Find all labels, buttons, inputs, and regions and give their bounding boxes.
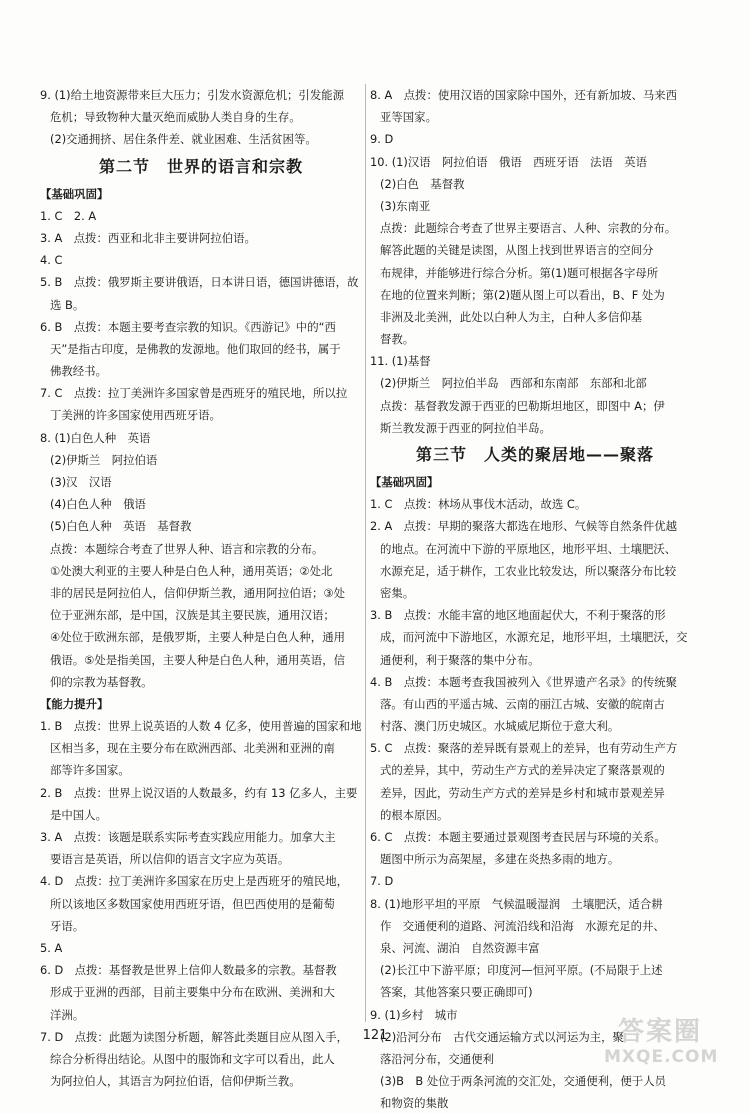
answer-line: 所以该地区多数国家使用西班牙语，但巴西使用的是葡萄 [50,896,335,911]
answer-line: 综合分析得出结论。从图中的服饰和文字可以看出，此人 [50,1051,335,1066]
answer-line: 10. (1)汉语 阿拉伯语 俄语 西班牙语 法语 英语 [370,154,648,169]
answer-line: 式的差异，其中，劳动生产方式的差异决定了聚落景观的 [380,763,665,778]
answer-line: (3)东南亚 [380,198,431,213]
answer-line: 斯兰教发源于西亚的阿拉伯半岛。 [380,420,551,435]
answer-line: 是中国人。 [50,807,107,822]
answer-line: 2. B 点拨：世界上说汉语的人数最多，约有 13 亿多人，主要 [40,785,358,800]
answer-line: 村落、澳门历史城区。水城威尼斯位于意大利。 [380,719,620,734]
answer-line: 解答此题的关键是读图，从图上找到世界语言的空间分 [380,243,654,258]
answer-line: 8. (1)地形平坦的平原 气候温暖湿润 土壤肥沃，适合耕 [370,896,663,911]
watermark-logo-text: 答案圈 [618,1017,703,1047]
answer-line: 4. D 点拨：拉丁美洲许多国家在历史上是西班牙的殖民地， [40,874,349,889]
answer-line: 2. A 点拨：早期的聚落大都选在地形、气候等自然条件优越 [370,519,678,534]
answer-line: ④处位于欧洲东部，是俄罗斯，主要人种是白色人种，通用 [50,630,345,645]
answer-line: ①处澳大利亚的主要人种是白色人种，通用英语；②处北 [50,563,333,578]
answer-line: 部等许多国家。 [50,763,130,778]
answer-line: 答案，其他答案只要正确即可) [380,985,533,1000]
answer-line: 和物资的集散 [380,1096,449,1111]
answer-line: 落。有山西的平遥古城、云南的丽江古城、安徽的皖南古 [380,696,665,711]
answer-line: (3)汉 汉语 [50,475,112,489]
answer-line: (5)白色人种 英语 基督教 [50,519,192,534]
answer-line: 8. A 点拨：使用汉语的国家除中国外，还有新加坡、马来西 [370,88,678,102]
answer-line: 仰的宗教为基督教。 [50,674,153,689]
section-title-2: 第二节 世界的语言和宗教 [98,156,303,176]
answer-line: 7. C 点拨：拉丁美洲许多国家曾是西班牙的殖民地，所以拉 [40,386,348,401]
answer-line: (2)白色 基督教 [380,176,465,191]
answer-line: (2)伊斯兰 阿拉伯语 [50,452,158,467]
answer-line: 6. C 点拨：本题主要通过景观图考查民居与环境的关系。 [370,830,666,844]
answer-line: 危机；导致物种大量灭绝而威胁人类自身的生存。 [50,110,301,125]
answer-line: 3. B 点拨：水能丰富的地区地面起伏大，不利于聚落的形 [370,608,666,623]
answer-line: (4)白色人种 俄语 [50,497,146,512]
answer-line: 4. C [40,253,63,268]
answer-line: 6. B 点拨：本题主要考查宗教的知识。《西游记》中的“西 [40,319,336,334]
answer-line: 亚等国家。 [380,110,437,125]
answer-line: 落沿河分布，交通便利 [380,1051,494,1066]
basic-consolidation-tag: 【基础巩固】 [370,475,439,489]
answer-line: 牙语。 [50,918,85,933]
answer-line: 形成于亚洲的西部，目前主要集中分布在欧洲、美洲和大 [50,985,335,1000]
answer-line: 1. B 点拨：世界上说英语的人数 4 亿多，使用普遍的国家和地 [40,719,362,734]
answer-line: 11. (1)基督 [370,354,431,369]
answer-line: 密集。 [380,585,415,600]
answer-line: 泉、河流、湖泊 自然资源丰富 [380,940,540,955]
answer-line: 水源充足，适于耕作，工农业比较发达，所以聚落分布比较 [380,563,677,578]
answer-line: 位于亚洲东部，是中国，汉族是其主要民族，通用汉语； [50,608,335,623]
answer-line: 1. C 2. A [40,208,97,223]
answer-line: (2)伊斯兰 阿拉伯半岛 西部和东南部 东部和北部 [380,376,647,391]
watermark-url-text: MXQE.COM [604,1047,719,1067]
right-column [370,84,703,1114]
answer-line: 1. C 点拨：林场从事伐木活动，故选 C。 [370,497,587,512]
answer-line: 通便利，利于聚落的集中分布。 [380,652,540,667]
answer-line: 点拨：基督教发源于西亚的巴勒斯坦地区，即图中 A；伊 [380,398,665,413]
answer-line: (2)长江中下游平原；印度河—恒河平原。(不局限于上述 [380,963,663,978]
column-divider [365,84,366,1022]
answer-line: 的根本原因。 [380,807,449,822]
answer-line: 5. C 点拨：聚落的差异既有景观上的差异，也有劳动生产方 [370,741,678,756]
answer-line: 非洲及北美洲，此处以白种人为主，白种人多信仰基 [380,309,642,324]
answer-line: 9. (1)给土地资源带来巨大压力；引发水资源危机；引发能源 [40,88,344,102]
answer-line: (2)交通拥挤、居住条件差、就业困难、生活贫困等。 [50,132,317,147]
answer-line: 9. (1)乡村 城市 [370,1007,458,1022]
answer-line: 的地点。在河流中下游的平原地区，地形平坦、土壤肥沃、 [380,541,677,556]
watermark-logo [596,1009,736,1069]
answer-line: 7. D [370,874,394,889]
left-column [40,84,362,1092]
answer-line: 布规律，并能够进行综合分析。第(1)题可根据各字母所 [380,265,659,280]
answer-line: 3. A 点拨：西亚和北非主要讲阿拉伯语。 [40,230,256,245]
answer-line: 选 B。 [50,297,85,312]
ability-improvement-tag: 【能力提升】 [40,696,109,711]
basic-consolidation-tag: 【基础巩固】 [40,186,109,201]
answer-line: 点拨：此题综合考查了世界主要语言、人种、宗教的分布。 [380,221,677,236]
answer-line: 差异，因此，劳动生产方式的差异是乡村和城市景观差异 [380,785,665,800]
answer-line: 督教。 [380,332,415,347]
answer-line: 佛教经书。 [50,364,107,379]
answer-line: 8. (1)白色人种 英语 [40,430,151,445]
answer-line: 在地的位置来判断；第(2)题从图上可以看出，B、F 处为 [380,287,665,302]
page-number: 121 [362,1028,388,1043]
answer-line: 4. B 点拨：本题考查我国被列入《世界遗产名录》的传统聚 [370,674,678,689]
answer-line: 作 交通便利的道路、河流沿线和沿海 水源充足的井、 [380,918,665,933]
answer-line: 题图中所示为高架屋，多建在炎热多雨的地方。 [380,852,620,867]
answer-line: (3)B B 处位于两条河流的交汇处，交通便利，便于人员 [380,1074,666,1089]
answer-line: 成，而河流中下游地区，水源充足，地形平坦，土壤肥沃，交 [380,630,688,645]
answer-line: (2)沿河分布 古代交通运输方式以河运为主，聚 [380,1029,624,1044]
answer-line: 为阿拉伯人，其语言为阿拉伯语，信仰伊斯兰教。 [50,1074,301,1089]
answer-line: 洋洲。 [50,1007,85,1022]
answer-line: 丁美洲的许多国家使用西班牙语。 [50,408,221,423]
answer-line: 天”是指古印度，是佛教的发源地。他们取回的经书，属于 [50,341,341,356]
answer-line: 6. D 点拨：基督教是世界上信仰人数最多的宗教。基督教 [40,963,337,978]
answer-line: 5. A [40,940,63,955]
answer-line: 区相当多，现在主要分布在欧洲西部、北美洲和亚洲的南 [50,741,335,756]
answer-line: 俄语。⑤处是指美国，主要人种是白色人种，通用英语，信 [50,652,345,667]
answer-line: 7. D 点拨：此题为读图分析题，解答此类题目应从图入手， [40,1029,349,1044]
section-title-3: 第三节 人类的聚居地——聚落 [415,445,654,464]
answer-line: 要语言是英语，所以信仰的语言文字应为英语。 [50,852,290,867]
answer-line: 5. B 点拨：俄罗斯主要讲俄语，日本讲日语，德国讲德语，故 [40,275,359,290]
answer-line: 3. A 点拨：该题是联系实际考查实践应用能力。加拿大主 [40,830,336,844]
answer-line: 点拨：本题综合考查了世界人种、语言和宗教的分布。 [50,541,324,556]
answer-line: 非的居民是阿拉伯人，信仰伊斯兰教，通用阿拉伯语；③处 [50,585,345,600]
answer-line: 9. D [370,132,394,147]
